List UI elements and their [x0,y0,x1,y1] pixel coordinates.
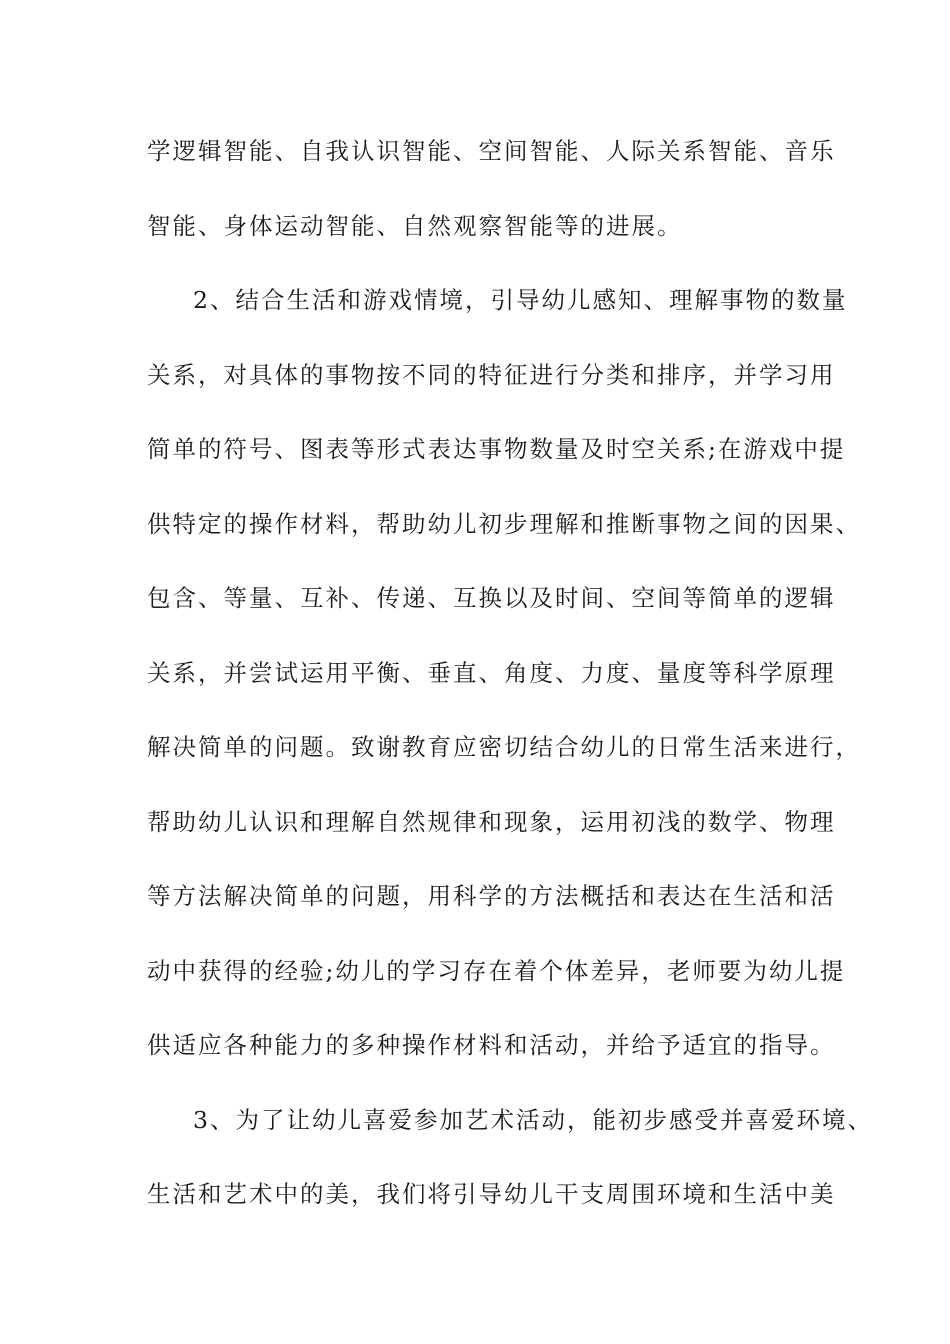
text-line: 动中获得的经验;幼儿的学习存在着个体差异，老师要为幼儿提 [147,956,846,985]
text-line: 学逻辑智能、自我认识智能、空间智能、人际关系智能、音乐 [147,137,836,165]
paragraph-start-line: 3、为了让幼儿喜爱参加艺术活动，能初步感受并喜爱环境、 [193,1105,873,1134]
text-line: 解决简单的问题。致谢教育应密切结合幼儿的日常生活来进行， [147,733,861,761]
body-text [147,131,873,1249]
text-line: 供适应各种能力的多种操作材料和活动，并给予适宜的指导。 [147,1031,836,1059]
text-line: 供特定的操作材料，帮助幼儿初步理解和推断事物之间的因果、 [147,509,861,538]
paragraph-start-line: 2、结合生活和游戏情境，引导幼儿感知、理解事物的数量 [193,286,848,314]
text-line: 包含、等量、互补、传递、互换以及时间、空间等简单的逻辑 [147,584,836,612]
text-line: 关系，并尝试运用平衡、垂直、角度、力度、量度等科学原理 [147,658,836,687]
text-line: 生活和艺术中的美，我们将引导幼儿干支周围环境和生活中美 [147,1180,836,1208]
text-line: 等方法解决简单的问题，用科学的方法概括和表达在生活和活 [147,882,836,910]
text-line: 关系，对具体的事物按不同的特征进行分类和排序，并学习用 [147,360,836,389]
text-line: 帮助幼儿认识和理解自然规律和现象，运用初浅的数学、物理 [147,807,836,836]
text-line: 简单的符号、图表等形式表达事物数量及时空关系;在游戏中提 [147,435,846,463]
text-line: 智能、身体运动智能、自然观察智能等的进展。 [147,211,683,240]
